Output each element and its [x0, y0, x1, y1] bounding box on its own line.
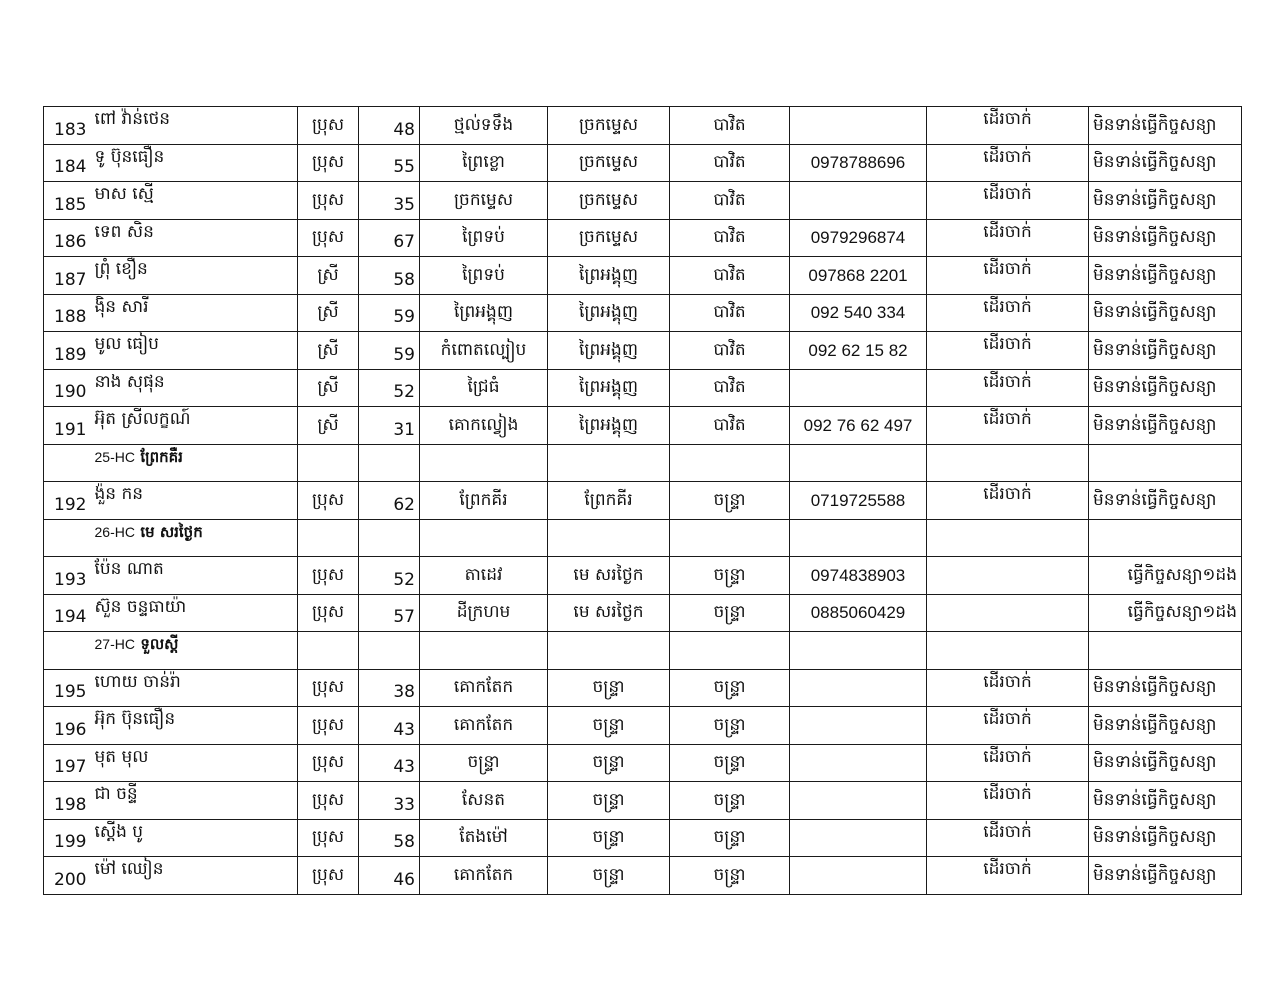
cell-district: បាវិត [670, 107, 790, 145]
cell-no: 192 [44, 482, 91, 520]
cell-status: ដើរចាក់ [927, 707, 1089, 745]
cell-gender: ប្រុស [298, 482, 359, 520]
cell-no: 190 [44, 369, 91, 407]
cell-note: មិនទាន់ធ្វើកិច្ចសន្យា [1089, 707, 1242, 745]
cell-phone [790, 107, 927, 145]
cell-note: មិនទាន់ធ្វើកិច្ចសន្យា [1089, 369, 1242, 407]
cell-note: មិនទាន់ធ្វើកិច្ចសន្យា [1089, 482, 1242, 520]
group-label [91, 519, 298, 557]
cell-name: ទេព សិន [91, 219, 298, 257]
cell-village: គោកតែក [420, 857, 548, 895]
cell-village: ព្រៃអង្គុញ [420, 294, 548, 332]
cell-status: ដើរចាក់ [927, 407, 1089, 445]
group-label [91, 444, 298, 482]
cell-gender: ប្រុស [298, 144, 359, 182]
cell-status [927, 632, 1089, 670]
cell-village: ថ្មល់ទទឹង [420, 107, 548, 145]
cell-village [420, 632, 548, 670]
cell-village: គោកល្វៀង [420, 407, 548, 445]
group-name: មេ សរថ្ងៃក [140, 522, 203, 541]
table-row [44, 557, 1242, 595]
cell-no: 199 [44, 819, 91, 857]
cell-note: មិនទាន់ធ្វើកិច្ចសន្យា [1089, 144, 1242, 182]
cell-commune: ច្រកម្ទេស [548, 144, 670, 182]
cell-note: មិនទាន់ធ្វើកិច្ចសន្យា [1089, 257, 1242, 295]
cell-phone [790, 707, 927, 745]
cell-district: ចន្ទ្រា [670, 707, 790, 745]
table-row [44, 182, 1242, 220]
cell-commune: ច្រកម្ទេស [548, 219, 670, 257]
cell-name: មូល ធៀប [91, 332, 298, 370]
cell-gender: ស្រី [298, 369, 359, 407]
cell-no [44, 444, 91, 482]
cell-gender [298, 632, 359, 670]
cell-status: ដើរចាក់ [927, 669, 1089, 707]
cell-age: 59 [359, 294, 420, 332]
cell-age: 57 [359, 594, 420, 632]
table-row [44, 369, 1242, 407]
table-row [44, 782, 1242, 820]
cell-district [670, 632, 790, 670]
cell-status: ដើរចាក់ [927, 857, 1089, 895]
cell-age: 59 [359, 332, 420, 370]
table-row [44, 594, 1242, 632]
cell-village [420, 519, 548, 557]
cell-gender: ប្រុស [298, 819, 359, 857]
cell-name: ង៉ិន សារី [91, 294, 298, 332]
group-code: 25-HC [94, 448, 135, 465]
cell-phone: 092 62 15 82 [790, 332, 927, 370]
cell-commune: ចន្ទ្រា [548, 819, 670, 857]
table-row [44, 669, 1242, 707]
cell-commune: ចន្ទ្រា [548, 782, 670, 820]
cell-commune: ព្រែកគីរ [548, 482, 670, 520]
cell-name: ស៊ួន ចន្ទធាយ៉ា [91, 594, 298, 632]
cell-note: មិនទាន់ធ្វើកិច្ចសន្យា [1089, 182, 1242, 220]
cell-phone [790, 782, 927, 820]
cell-no [44, 519, 91, 557]
cell-note: មិនទាន់ធ្វើកិច្ចសន្យា [1089, 744, 1242, 782]
cell-no: 195 [44, 669, 91, 707]
cell-phone: 097868 2201 [790, 257, 927, 295]
group-header-row [44, 444, 1242, 482]
cell-gender: ប្រុស [298, 669, 359, 707]
cell-village: គោកតែក [420, 669, 548, 707]
cell-note: មិនទាន់ធ្វើកិច្ចសន្យា [1089, 294, 1242, 332]
cell-note: មិនទាន់ធ្វើកិច្ចសន្យា [1089, 407, 1242, 445]
cell-note: មិនទាន់ធ្វើកិច្ចសន្យា [1089, 782, 1242, 820]
cell-phone [790, 669, 927, 707]
cell-status [927, 594, 1089, 632]
cell-commune [548, 444, 670, 482]
group-name: ព្រែកគឺរ [140, 447, 183, 466]
cell-commune: ចន្ទ្រា [548, 707, 670, 745]
cell-age: 43 [359, 744, 420, 782]
cell-gender [298, 444, 359, 482]
cell-district: បាវិត [670, 294, 790, 332]
cell-phone [790, 182, 927, 220]
group-label [91, 632, 298, 670]
cell-district: ចន្ទ្រា [670, 594, 790, 632]
cell-commune: ព្រៃអង្គុញ [548, 332, 670, 370]
cell-note [1089, 444, 1242, 482]
cell-gender: ប្រុស [298, 557, 359, 595]
cell-district: បាវិត [670, 219, 790, 257]
cell-age: 67 [359, 219, 420, 257]
cell-no: 191 [44, 407, 91, 445]
cell-district: បាវិត [670, 332, 790, 370]
group-header-row [44, 632, 1242, 670]
group-header-row [44, 519, 1242, 557]
cell-commune: ព្រៃអង្គុញ [548, 369, 670, 407]
cell-name: ង៉ួន កន [91, 482, 298, 520]
cell-name: អ៊ុក ប៊ុនធឿន [91, 707, 298, 745]
cell-gender: ស្រី [298, 332, 359, 370]
cell-village: តាដេវ [420, 557, 548, 595]
cell-district: បាវិត [670, 369, 790, 407]
cell-note [1089, 519, 1242, 557]
cell-no: 186 [44, 219, 91, 257]
cell-gender: ស្រី [298, 294, 359, 332]
cell-age: 46 [359, 857, 420, 895]
cell-no: 185 [44, 182, 91, 220]
cell-no: 194 [44, 594, 91, 632]
cell-no: 193 [44, 557, 91, 595]
cell-phone [790, 632, 927, 670]
cell-name: ពៅ វ៉ាន់ថេន [91, 107, 298, 145]
cell-phone [790, 369, 927, 407]
cell-commune: ចន្ទ្រា [548, 744, 670, 782]
cell-commune: មេ សរថ្ងៃក [548, 557, 670, 595]
cell-status: ដើរចាក់ [927, 144, 1089, 182]
cell-village: តែងម៉ៅ [420, 819, 548, 857]
cell-status [927, 444, 1089, 482]
cell-no: 198 [44, 782, 91, 820]
cell-commune: ព្រៃអង្គុញ [548, 257, 670, 295]
cell-age [359, 519, 420, 557]
table-row [44, 332, 1242, 370]
cell-name: មាស ស្មើ [91, 182, 298, 220]
cell-village: សែនត [420, 782, 548, 820]
cell-age: 35 [359, 182, 420, 220]
cell-status [927, 557, 1089, 595]
cell-phone: 0885060429 [790, 594, 927, 632]
cell-no: 197 [44, 744, 91, 782]
cell-name: ហោយ ចាន់រ៉ា [91, 669, 298, 707]
cell-gender [298, 519, 359, 557]
cell-village: ព្រែកគីរ [420, 482, 548, 520]
cell-status: ដើរចាក់ [927, 219, 1089, 257]
table-row [44, 219, 1242, 257]
cell-name: ទូ ប៊ុនធឿន [91, 144, 298, 182]
cell-district [670, 444, 790, 482]
cell-age: 52 [359, 369, 420, 407]
cell-district: បាវិត [670, 182, 790, 220]
cell-gender: ប្រុស [298, 707, 359, 745]
cell-commune: ចន្ទ្រា [548, 857, 670, 895]
cell-phone [790, 444, 927, 482]
cell-status: ដើរចាក់ [927, 782, 1089, 820]
cell-name: ប៉ែន ណាត [91, 557, 298, 595]
cell-no: 187 [44, 257, 91, 295]
cell-age: 33 [359, 782, 420, 820]
cell-status: ដើរចាក់ [927, 257, 1089, 295]
cell-phone: 0979296874 [790, 219, 927, 257]
table-row [44, 257, 1242, 295]
cell-village: ជ្រៃធំ [420, 369, 548, 407]
cell-age: 38 [359, 669, 420, 707]
cell-commune: ព្រៃអង្គុញ [548, 407, 670, 445]
cell-village: ដីក្រហម [420, 594, 548, 632]
cell-status: ដើរចាក់ [927, 819, 1089, 857]
cell-status: ដើរចាក់ [927, 107, 1089, 145]
table-row [44, 407, 1242, 445]
group-code: 26-HC [94, 523, 135, 540]
cell-village [420, 444, 548, 482]
cell-district: ចន្ទ្រា [670, 819, 790, 857]
cell-name: មុត មុល [91, 744, 298, 782]
cell-name: ជា ចន្ទី [91, 782, 298, 820]
table-row [44, 107, 1242, 145]
cell-commune: ច្រកម្ទេស [548, 107, 670, 145]
cell-district: បាវិត [670, 407, 790, 445]
cell-commune: ព្រៃអង្គុញ [548, 294, 670, 332]
cell-gender: ស្រី [298, 257, 359, 295]
table-row [44, 744, 1242, 782]
cell-note [1089, 632, 1242, 670]
cell-commune: ច្រកម្ទេស [548, 182, 670, 220]
cell-age: 58 [359, 819, 420, 857]
cell-note: ធ្វើកិច្ចសន្យា១ដង [1089, 594, 1242, 632]
cell-gender: ប្រុស [298, 594, 359, 632]
cell-phone: 092 540 334 [790, 294, 927, 332]
cell-status [927, 519, 1089, 557]
cell-name: ព្រុំ ខឿន [91, 257, 298, 295]
table-row [44, 144, 1242, 182]
cell-village: កំពោតល្បៀប [420, 332, 548, 370]
cell-note: ធ្វើកិច្ចសន្យា១ដង [1089, 557, 1242, 595]
cell-district: ចន្ទ្រា [670, 782, 790, 820]
participant-table [43, 106, 1242, 895]
cell-gender: ប្រុស [298, 107, 359, 145]
cell-no: 200 [44, 857, 91, 895]
cell-phone [790, 857, 927, 895]
cell-district [670, 519, 790, 557]
cell-note: មិនទាន់ធ្វើកិច្ចសន្យា [1089, 332, 1242, 370]
cell-note: មិនទាន់ធ្វើកិច្ចសន្យា [1089, 857, 1242, 895]
cell-village: ព្រៃទប់ [420, 257, 548, 295]
cell-district: ចន្ទ្រា [670, 557, 790, 595]
cell-no: 188 [44, 294, 91, 332]
cell-phone [790, 744, 927, 782]
cell-age [359, 632, 420, 670]
cell-district: ចន្ទ្រា [670, 744, 790, 782]
cell-gender: ប្រុស [298, 219, 359, 257]
cell-age [359, 444, 420, 482]
cell-phone [790, 819, 927, 857]
table-row [44, 857, 1242, 895]
cell-note: មិនទាន់ធ្វើកិច្ចសន្យា [1089, 669, 1242, 707]
cell-note: មិនទាន់ធ្វើកិច្ចសន្យា [1089, 107, 1242, 145]
cell-village: ចន្ទ្រា [420, 744, 548, 782]
cell-gender: ប្រុស [298, 857, 359, 895]
group-name: ទួលស្តី [140, 635, 179, 653]
table-row [44, 819, 1242, 857]
cell-age: 31 [359, 407, 420, 445]
cell-phone: 0719725588 [790, 482, 927, 520]
cell-age: 55 [359, 144, 420, 182]
cell-village: គោកតែក [420, 707, 548, 745]
cell-note: មិនទាន់ធ្វើកិច្ចសន្យា [1089, 819, 1242, 857]
cell-no: 189 [44, 332, 91, 370]
group-code: 27-HC [94, 636, 135, 652]
cell-name: ស្តើង បូ [91, 819, 298, 857]
cell-phone: 0978788696 [790, 144, 927, 182]
cell-gender: ប្រុស [298, 744, 359, 782]
cell-note: មិនទាន់ធ្វើកិច្ចសន្យា [1089, 219, 1242, 257]
cell-status: ដើរចាក់ [927, 332, 1089, 370]
cell-status: ដើរចាក់ [927, 369, 1089, 407]
cell-commune: មេ សរថ្ងៃក [548, 594, 670, 632]
table-row [44, 294, 1242, 332]
cell-district: បាវិត [670, 144, 790, 182]
cell-phone [790, 519, 927, 557]
cell-district: បាវិត [670, 257, 790, 295]
cell-district: ចន្ទ្រា [670, 669, 790, 707]
table-row [44, 482, 1242, 520]
cell-commune: ចន្ទ្រា [548, 669, 670, 707]
cell-gender: ប្រុស [298, 182, 359, 220]
cell-gender: ស្រី [298, 407, 359, 445]
cell-no [44, 632, 91, 670]
cell-name: ម៉ៅ ឈៀន [91, 857, 298, 895]
cell-commune [548, 519, 670, 557]
cell-commune [548, 632, 670, 670]
cell-village: ព្រៃខ្លោ [420, 144, 548, 182]
cell-age: 62 [359, 482, 420, 520]
cell-phone: 0974838903 [790, 557, 927, 595]
cell-age: 48 [359, 107, 420, 145]
cell-age: 52 [359, 557, 420, 595]
cell-district: ចន្ទ្រា [670, 857, 790, 895]
cell-no: 184 [44, 144, 91, 182]
cell-age: 43 [359, 707, 420, 745]
cell-village: ព្រៃទប់ [420, 219, 548, 257]
cell-district: ចន្ទ្រា [670, 482, 790, 520]
cell-status: ដើរចាក់ [927, 294, 1089, 332]
cell-name: អ៊ុត ស្រីលក្ខណ៍ [91, 407, 298, 445]
cell-phone: 092 76 62 497 [790, 407, 927, 445]
cell-age: 58 [359, 257, 420, 295]
cell-status: ដើរចាក់ [927, 482, 1089, 520]
cell-gender: ប្រុស [298, 782, 359, 820]
cell-status: ដើរចាក់ [927, 182, 1089, 220]
table-row [44, 707, 1242, 745]
cell-status: ដើរចាក់ [927, 744, 1089, 782]
cell-no: 196 [44, 707, 91, 745]
cell-village: ច្រកម្ទេស [420, 182, 548, 220]
cell-name: នាង សុផុន [91, 369, 298, 407]
cell-no: 183 [44, 107, 91, 145]
